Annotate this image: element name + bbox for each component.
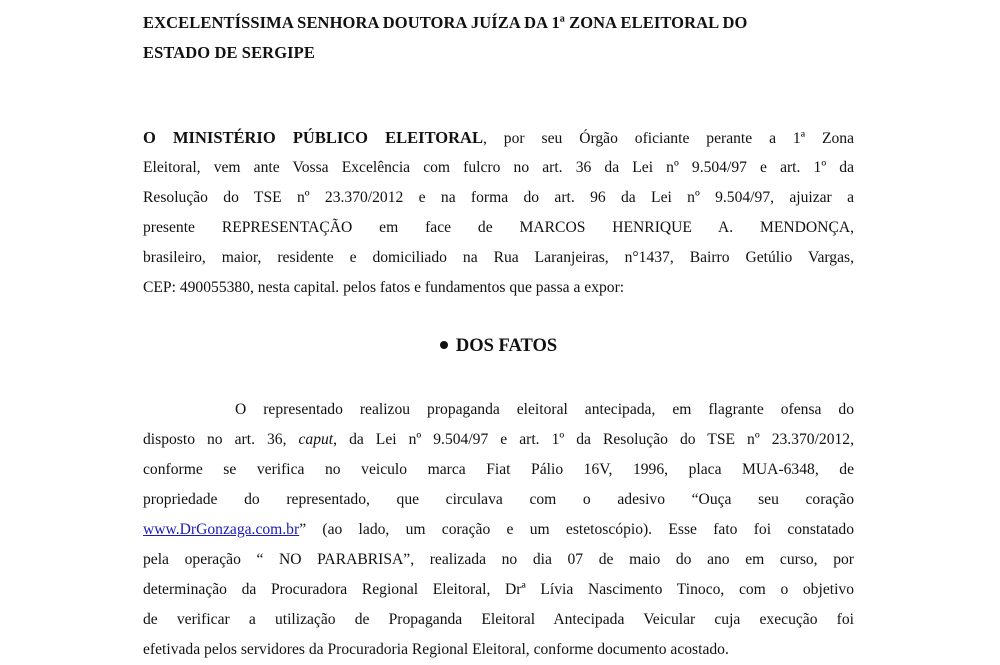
facts-line-2-a: disposto no art. 36, (143, 431, 299, 448)
facts-line-9: efetivada pelos servidores da Procuradoria Regional Eleitoral, conforme documento acostado. (143, 641, 729, 658)
facts-line-7: determinação da Procuradora Regional Eleitoral, Drª Lívia Nascimento Tinoco, com o objetivo (143, 581, 854, 598)
intro-line-1-rest: , por seu Órgão oficiante perante a 1ª Zona (482, 130, 854, 147)
facts-line-5 (143, 515, 854, 545)
facts-line-4: propriedade do representado, que circulava com o adesivo “Ouça seu coração (143, 491, 854, 508)
document-heading (143, 8, 854, 68)
intro-line-1 (143, 123, 854, 153)
facts-paragraph (143, 395, 854, 665)
facts-line-6: pela operação “ NO PARABRISA”, realizada no dia 07 de maio do ano em curso, por (143, 551, 854, 568)
caput-italic: caput (298, 431, 334, 448)
intro-line-6: CEP: 490055380, nesta capital. pelos fatos e fundamentos que passa a expor: (143, 279, 625, 296)
website-link[interactable]: www.DrGonzaga.com.br (143, 521, 300, 538)
facts-line-3: conforme se verifica no veiculo marca Fiat Pálio 16V, 1996, placa MUA-6348, de (143, 461, 854, 478)
intro-paragraph (143, 123, 854, 303)
facts-line-5-rest: ” (ao lado, um coração e um estetoscópio). Esse fato foi constatado (299, 521, 854, 538)
intro-lead-bold: O MINISTÉRIO PÚBLICO ELEITORAL (143, 128, 483, 147)
intro-line-5: brasileiro, maior, residente e domiciliado na Rua Laranjeiras, n°1437, Bairro Getúlio Vargas, (143, 249, 854, 266)
facts-line-2-b: , da Lei nº 9.504/97 e art. 1º da Resolução do TSE nº 23.370/2012, (333, 431, 854, 448)
section-title-text: DOS FATOS (455, 336, 558, 356)
intro-line-2: Eleitoral, vem ante Vossa Excelência com fulcro no art. 36 da Lei nº 9.504/97 e art. 1º da (143, 159, 854, 176)
facts-line-2 (143, 425, 854, 455)
section-title (143, 331, 854, 361)
facts-line-1: O representado realizou propaganda eleitoral antecipada, em flagrante ofensa do (235, 401, 854, 418)
heading-line-2: ESTADO DE SERGIPE (143, 43, 315, 62)
intro-line-4: presente REPRESENTAÇÃO em face de MARCOS HENRIQUE A. MENDONÇA, (143, 219, 854, 236)
intro-line-3: Resolução do TSE nº 23.370/2012 e na forma do art. 96 da Lei nº 9.504/97, ajuizar a (143, 189, 854, 206)
bullet-icon (440, 341, 448, 349)
facts-line-8: de verificar a utilização de Propaganda Eleitoral Antecipada Veicular cuja execução foi (143, 611, 854, 628)
heading-line-1: EXCELENTÍSSIMA SENHORA DOUTORA JUÍZA DA 1ª ZONA ELEITORAL DO (143, 13, 748, 32)
